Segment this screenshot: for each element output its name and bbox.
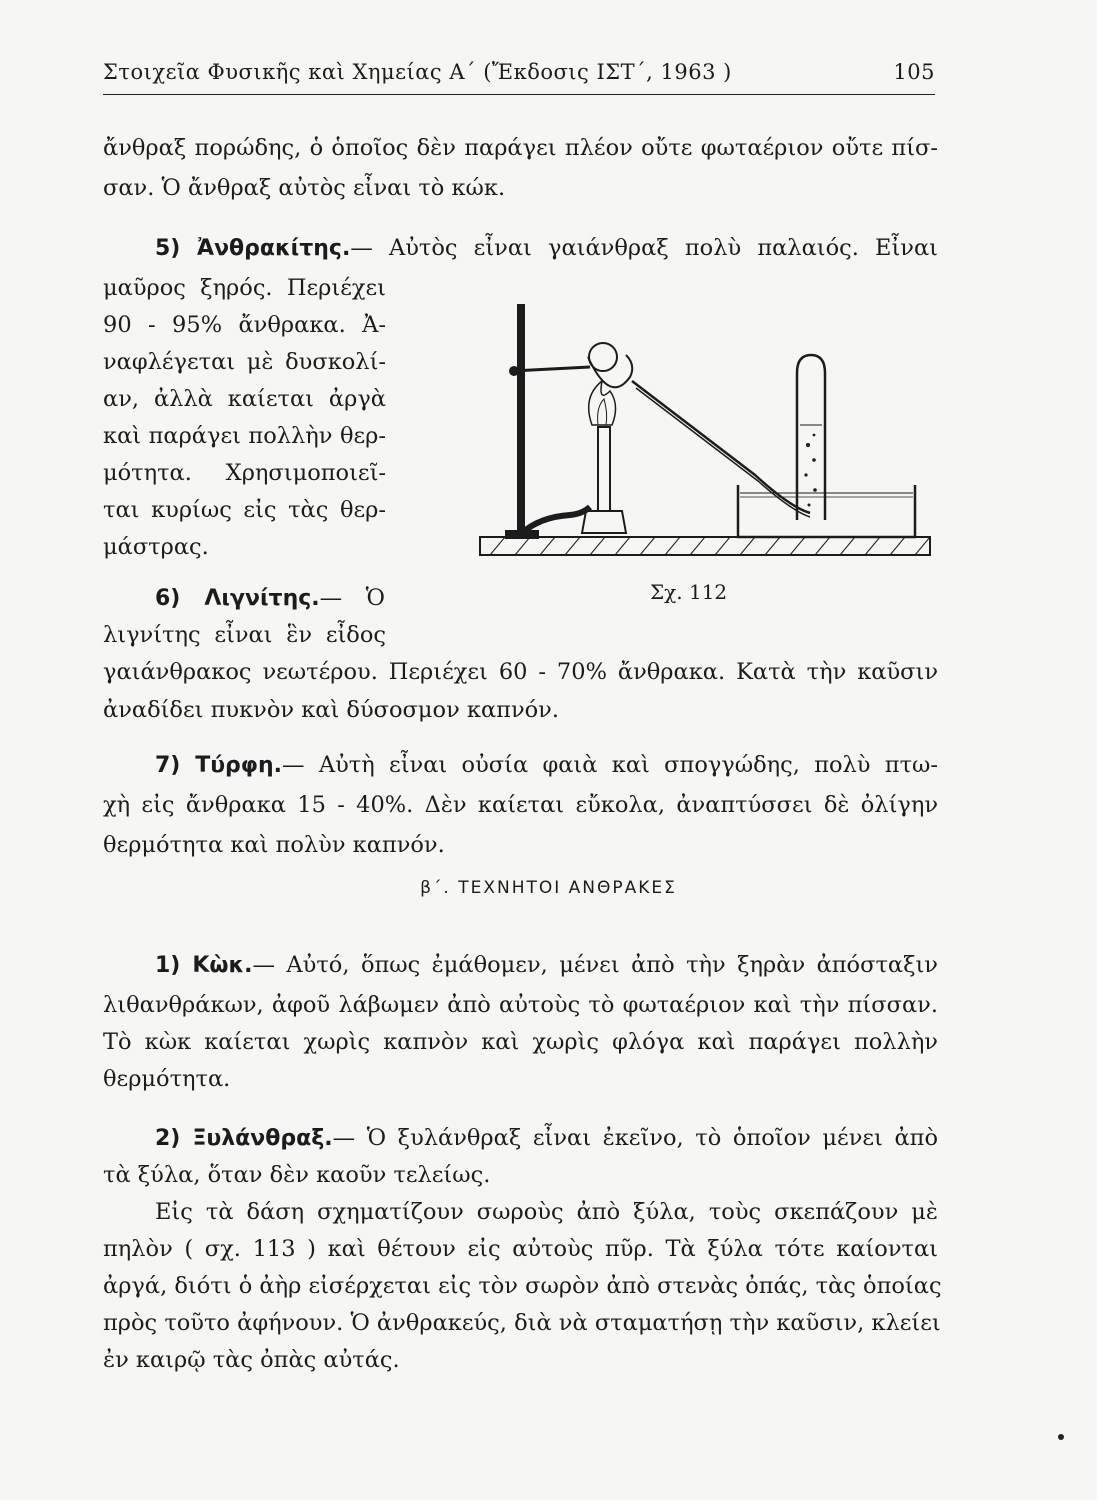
text-line: — Ὁ <box>319 585 385 611</box>
text-line: ἀργά, διότι ὁ ἀὴρ εἰσέρχεται εἰς τὸν σωρὸν ἀπὸ στενὰς ὀπάς, τὰς ὁποίας <box>103 1273 942 1299</box>
text-line: μότητα. Χρησιμοποιεῖ- <box>103 460 386 486</box>
text-line: λιγνίτης εἶναι ἓν εἶδος <box>103 622 386 648</box>
text-line: Τὸ κὼκ καίεται χωρὶς καπνὸν καὶ χωρὶς φλόγα καὶ παράγει πολλὴν <box>103 1029 938 1055</box>
text-line: ται κυρίως εἰς τὰς θερ- <box>103 497 386 523</box>
figure-caption: Σχ. 112 <box>650 580 728 604</box>
gas-hose <box>522 507 590 533</box>
section-heading: 2) Ξυλάνθραξ. <box>155 1126 333 1151</box>
text-line: — Αὐτὴ εἶναι οὐσία φαιὰ καὶ σπογγώδης, πολὺ πτω- <box>282 752 938 778</box>
gas-jar <box>797 355 825 520</box>
text-line: χὴ εἰς ἄνθρακα 15 - 40%. Δὲν καίεται εὔκολα, ἀναπτύσσει δὲ ὀλίγην <box>103 792 938 818</box>
text-line: πρὸς τοῦτο ἀφήνουν. Ὁ ἀνθρακεύς, διὰ νὰ σταματήσῃ τὴν καῦσιν, κλείει <box>103 1310 941 1336</box>
section-heading: 1) Κὼκ. <box>155 953 253 978</box>
section-lignitis <box>155 578 385 618</box>
section-xylanthrax <box>155 1118 938 1158</box>
text-line: λιθανθράκων, ἀφοῦ λάβωμεν ἀπὸ αὐτοὺς τὸ φωταέριον καὶ τὴν πίσσαν. <box>103 992 938 1018</box>
clamp-knob <box>510 367 518 375</box>
gas-bubbles <box>804 434 816 507</box>
flame-inner <box>598 399 607 425</box>
running-header <box>103 58 935 95</box>
board-hatching <box>490 537 930 555</box>
text-line: ἀναδίδει πυκνὸν καὶ δύσοσμον καπνόν. <box>103 697 560 723</box>
text-line: μάστρας. <box>103 534 209 560</box>
figure-distillation-apparatus <box>470 285 940 585</box>
text-line: αν, ἀλλὰ καίεται ἀργὰ <box>103 386 386 412</box>
section-heading: 7) Τύρφη. <box>155 753 283 778</box>
text-line: Εἰς τὰ δάση σχηματίζουν σωροὺς ἀπὸ ξύλα, τοὺς σκεπάζουν μὲ <box>155 1199 938 1225</box>
section-tyrfi <box>155 745 938 785</box>
section-heading: 6) Λιγνίτης. <box>155 586 320 611</box>
text-line: γαιάνθρακος νεωτέρου. Περιέχει 60 - 70% ἄνθρακα. Κατὰ τὴν καῦσιν <box>103 659 938 685</box>
text-line: ἄνθραξ πορώδης, ὁ ὁποῖος δὲν παράγει πλέον οὔτε φωταέριον οὔτε πίσ- <box>103 135 938 161</box>
burner-base <box>582 511 626 533</box>
text-line: πηλὸν ( σχ. 113 ) καὶ θέτουν εἰς αὐτοὺς πῦρ. Τὰ ξύλα τότε καίονται <box>103 1236 938 1262</box>
text-line: — Ὁ ξυλάνθραξ εἶναι ἐκεῖνο, τὸ ὁποῖον μένει ἀπὸ <box>332 1125 938 1151</box>
text-line: τὰ ξύλα, ὅταν δὲν καοῦν τελείως. <box>103 1162 491 1188</box>
burner-tube <box>598 427 610 511</box>
retort-tube <box>588 355 632 387</box>
text-line: σαν. Ὁ ἄνθραξ αὐτὸς εἶναι τὸ κώκ. <box>103 175 506 201</box>
text-line: — Αὐτό, ὅπως ἐμάθομεν, μένει ἀπὸ τὴν ξηρὰν ἀπόσταξιν <box>252 952 938 978</box>
subsection-heading: β΄. ΤΕΧΝΗΤΟΙ ΑΝΘΡΑΚΕΣ <box>420 878 677 898</box>
section-heading: 5) Ἀνθρακίτης. <box>155 236 351 261</box>
section-kok <box>155 945 938 985</box>
text-line: μαῦρος ξηρός. Περιέχει <box>103 275 386 301</box>
page-number: 105 <box>893 60 935 84</box>
text-line: ναφλέγεται μὲ δυσκολί- <box>103 349 386 375</box>
text-line: ἐν καιρῷ τὰς ὀπὰς αὐτάς. <box>103 1347 400 1373</box>
section-anthrakitis <box>155 228 938 268</box>
text-line: θερμότητα καὶ πολὺν καπνόν. <box>103 832 445 858</box>
text-line: καὶ παράγει πολλὴν θερ- <box>103 423 386 449</box>
stand-rod <box>518 305 524 537</box>
text-line: — Αὐτὸς εἶναι γαιάνθραξ πολὺ παλαιός. Εἶναι <box>350 235 938 261</box>
text-line: 90 - 95% ἄνθρακα. Ἀ- <box>103 312 386 338</box>
running-title: Στοιχεῖα Φυσικῆς καὶ Χημείας Α΄ (Ἔκδοσις ΙΣΤ΄, 1963 ) <box>103 60 732 84</box>
print-mark <box>1058 1434 1064 1440</box>
text-line: θερμότητα. <box>103 1066 231 1092</box>
